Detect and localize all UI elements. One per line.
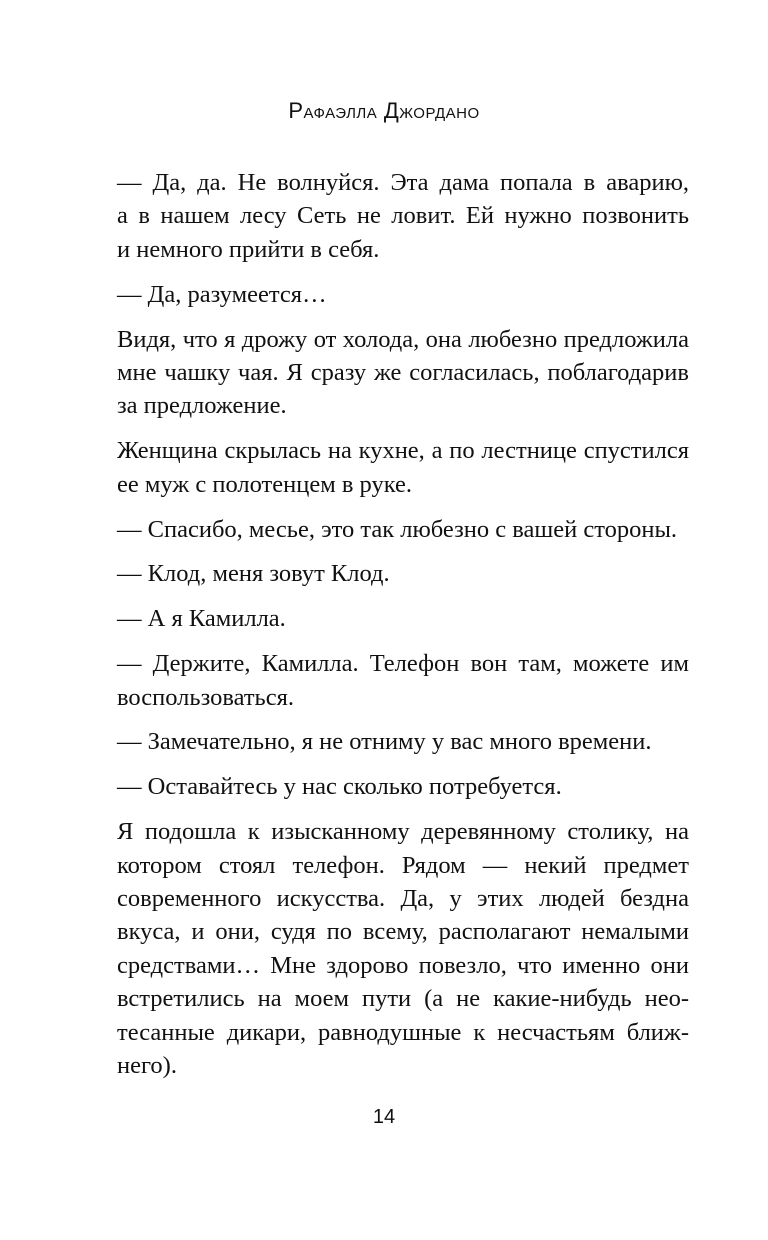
text-line: Я подошла к изысканному деревянному столику, на xyxy=(117,818,689,846)
page-number: 14 xyxy=(372,1106,396,1128)
paragraph xyxy=(117,557,689,590)
text-line: современного искусства. Да, у этих людей бездна xyxy=(117,885,689,913)
paragraph xyxy=(117,602,689,635)
paragraph xyxy=(117,725,689,758)
text-line: вкуса, и они, судя по всему, располагают немалыми xyxy=(117,918,689,946)
paragraph xyxy=(117,647,689,714)
text-line: тесанные дикари, равнодушные к несчастьям ближ- xyxy=(117,1018,689,1046)
paragraph xyxy=(117,815,689,1082)
paragraph xyxy=(117,434,689,501)
text-line: — Замечательно, я не отниму у вас много времени. xyxy=(117,728,652,756)
text-line: а в нашем лесу Сеть не ловит. Ей нужно позвонить xyxy=(117,202,689,230)
text-line: — Клод, меня зовут Клод. xyxy=(117,560,390,588)
paragraph xyxy=(117,770,689,803)
text-line: ее муж с полотенцем в руке. xyxy=(117,470,413,498)
text-line: — Да, да. Не волнуйся. Эта дама попала в аварию, xyxy=(117,169,689,196)
running-head: Рафаэлла Джордано xyxy=(288,98,480,123)
paragraph xyxy=(117,513,689,546)
text-line: за предложение. xyxy=(117,392,287,420)
text-line: мне чашку чая. Я сразу же согласилась, поблагодарив xyxy=(117,358,689,386)
text-line: встретились на моем пути (а не какие-нибудь нео- xyxy=(117,985,689,1013)
paragraph xyxy=(117,323,689,423)
text-line: — Оставайтесь у нас сколько потребуется. xyxy=(117,773,562,801)
text-line: — А я Камилла. xyxy=(117,605,286,633)
text-line: — Держите, Камилла. Телефон вон там, можете им xyxy=(117,650,689,678)
text-line: Женщина скрылась на кухне, а по лестнице спустился xyxy=(117,437,689,465)
text-line: него). xyxy=(117,1051,177,1079)
text-line: воспользоваться. xyxy=(117,683,294,711)
paragraph xyxy=(117,166,689,266)
paragraph xyxy=(117,278,689,311)
text-line: и немного прийти в себя. xyxy=(117,235,380,263)
text-line: средствами… Мне здорово повезло, что именно они xyxy=(117,951,689,979)
text-line: Видя, что я дрожу от холода, она любезно предложила xyxy=(117,325,689,353)
text-line: — Да, разумеется… xyxy=(117,280,327,308)
text-line: — Спасибо, месье, это так любезно с вашей стороны. xyxy=(117,515,678,543)
text-line: котором стоял телефон. Рядом — некий предмет xyxy=(117,851,689,879)
body-text xyxy=(117,166,689,1082)
